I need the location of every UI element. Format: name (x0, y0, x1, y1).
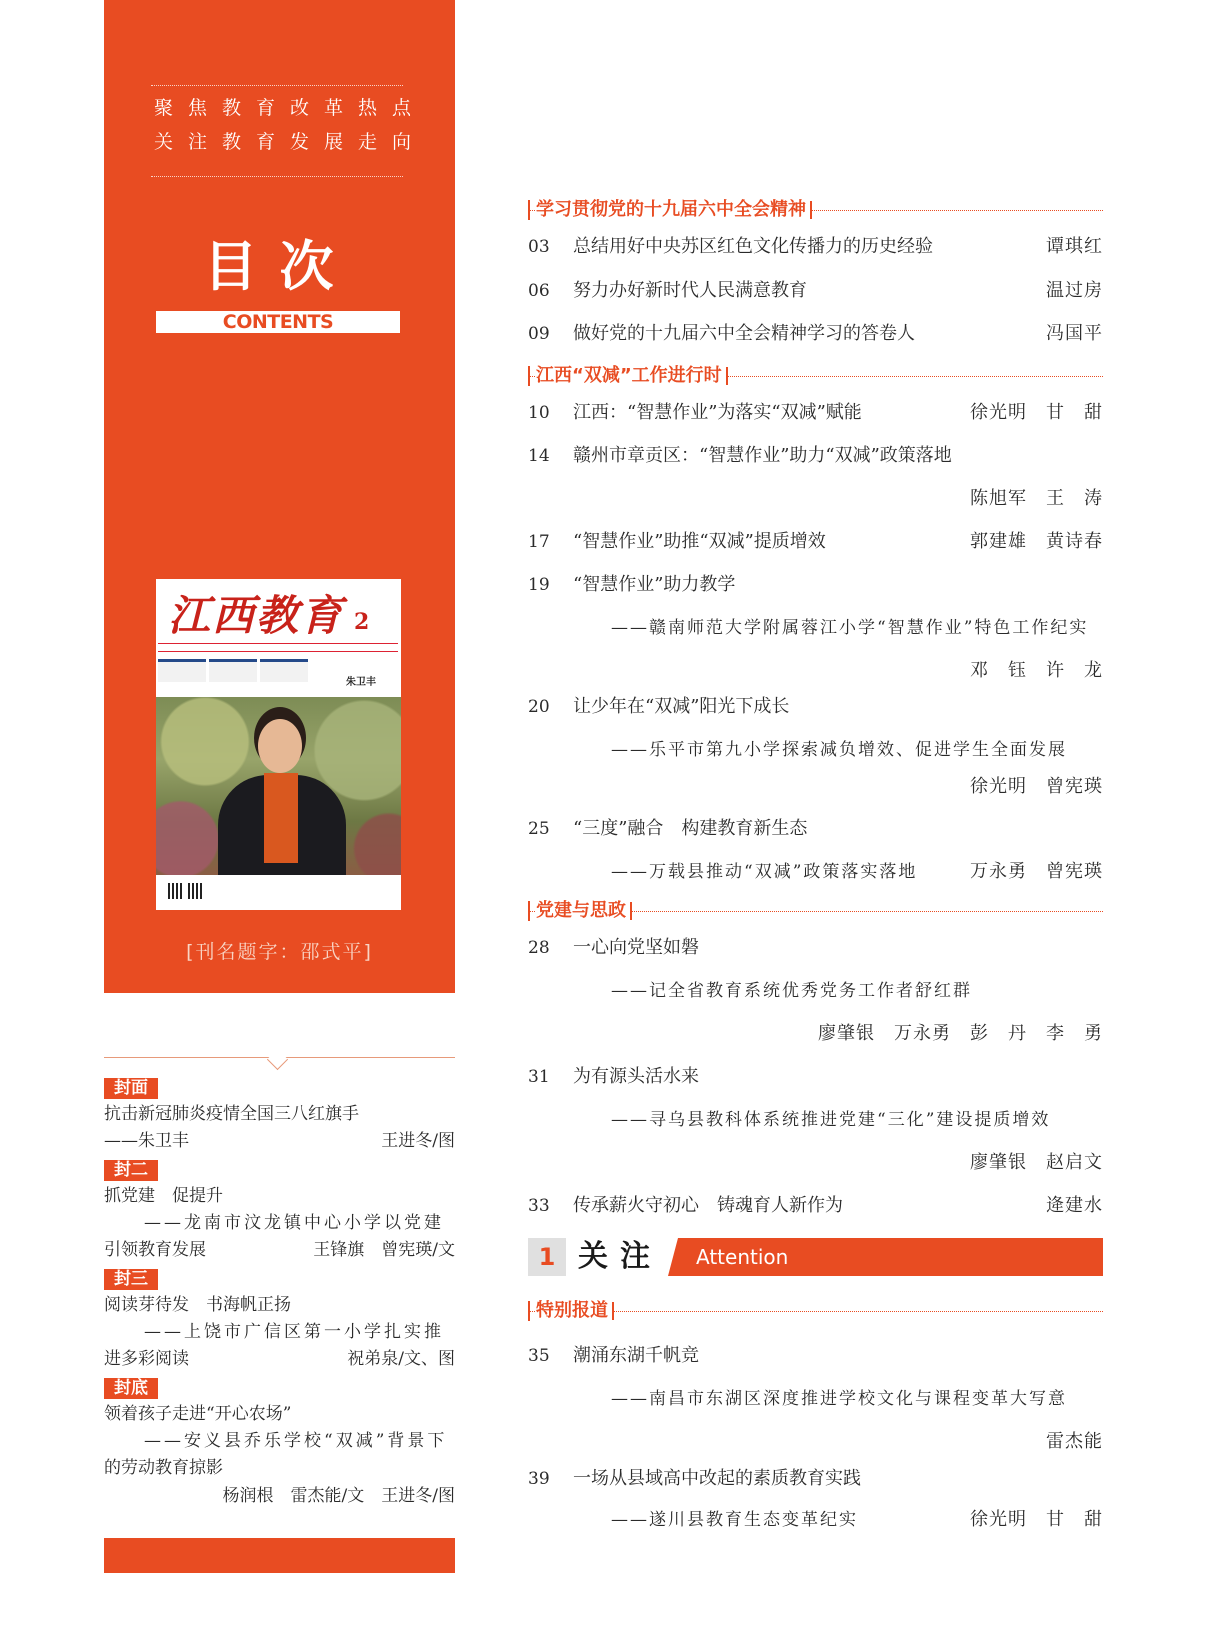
toc-entry[interactable]: 31 为有源头活水来 (528, 1066, 699, 1087)
cover-name: 朱卫丰 (346, 677, 376, 688)
masthead-credit: [刊名题字：邵式平] (186, 941, 373, 963)
cover-note-line: 抓党建 促提升 (104, 1186, 223, 1206)
toc-entry-subtitle: ——万载县推动“双减”政策落实落地 万永勇 曾宪瑛 (611, 861, 1103, 882)
toc-entry-author: 廖肇银 万永勇 彭 丹 李 勇 (818, 1023, 1103, 1044)
section-header: 党建与思政 (528, 899, 1103, 923)
footer-band (104, 1538, 455, 1573)
attention-title-en: Attention (696, 1245, 789, 1269)
cover-note-line: ——龙南市汶龙镇中心小学以党建 (144, 1213, 444, 1233)
contents-label: CONTENTS (156, 311, 400, 333)
page-title: 目次 (203, 235, 356, 298)
cover-note-line: 抗击新冠肺炎疫情全国三八红旗手 (104, 1104, 359, 1124)
cover-note-line: 阅读芽待发 书海帆正扬 (104, 1295, 291, 1315)
cover-note-tag: 封二 (104, 1160, 158, 1181)
attention-number: 1 (538, 1243, 556, 1271)
qr-code-icon (168, 883, 184, 899)
toc-entry[interactable]: 28 一心向党坚如磐 (528, 937, 699, 958)
cover-header-strip (158, 643, 398, 652)
attention-title-zh: 关注 (578, 1239, 662, 1274)
toc-entry-author: 廖肇银 赵启文 (970, 1152, 1103, 1173)
toc-entry-author: 雷杰能 (1046, 1431, 1103, 1452)
section-header: 特别报道 (528, 1299, 1103, 1323)
slogan-line-2: 关注教育发展走向 (154, 131, 427, 153)
section-header: 学习贯彻党的十九届六中全会精神 (528, 198, 1103, 222)
toc-entry[interactable]: 03 总结用好中央苏区红色文化传播力的历史经验 谭琪红 (528, 236, 1103, 257)
cover-issue-number: 2 (354, 609, 370, 635)
cover-logo: 江西教育 (168, 591, 345, 640)
toc-entry-author: 邓 钰 许 龙 (970, 660, 1103, 681)
toc-entry[interactable]: 14 赣州市章贡区：“智慧作业”助力“双减”政策落地 (528, 445, 952, 466)
dotted-rule (151, 176, 403, 177)
toc-entry[interactable]: 33 传承薪火守初心 铸魂育人新作为 逄建水 (528, 1195, 1103, 1216)
cover-note-line: 的劳动教育掠影 (104, 1458, 223, 1478)
toc-entry[interactable]: 20 让少年在“双减”阳光下成长 (528, 696, 790, 717)
toc-entry[interactable]: 39 一场从县域高中改起的素质教育实践 (528, 1468, 861, 1489)
cover-footer (156, 875, 401, 910)
toc-entry[interactable]: 17 “智慧作业”助推“双减”提质增效 郭建雄 黄诗春 (528, 531, 1103, 552)
toc-entry[interactable]: 25 “三度”融合 构建教育新生态 (528, 818, 808, 839)
toc-entry-subtitle: ——遂川县教育生态变革纪实 徐光明 甘 甜 (611, 1509, 1103, 1530)
slogan-line-1: 聚焦教育改革热点 (154, 97, 427, 119)
toc-entry-subtitle: ——记全省教育系统优秀党务工作者舒红群 (611, 981, 972, 1001)
cover-note-tag: 封三 (104, 1269, 158, 1290)
toc-entry[interactable]: 10 江西：“智慧作业”为落实“双减”赋能 徐光明 甘 甜 (528, 402, 1103, 423)
qr-code-icon (188, 883, 204, 899)
cover-note-line: ——朱卫丰 王进冬/图 (104, 1131, 455, 1151)
toc-entry-subtitle: ——乐平市第九小学探索减负增效、促进学生全面发展 (611, 740, 1067, 760)
divider-notch (267, 1049, 288, 1070)
toc-entry[interactable]: 06 努力办好新时代人民满意教育 温过房 (528, 280, 1103, 301)
toc-entry-subtitle: ——赣南师范大学附属蓉江小学“智慧作业”特色工作纪实 (611, 618, 1089, 638)
cover-note-tag: 封面 (104, 1078, 158, 1099)
section-header: 江西“双减”工作进行时 (528, 364, 1103, 388)
cover-note-tag: 封底 (104, 1378, 158, 1399)
toc-entry[interactable]: 19 “智慧作业”助力教学 (528, 574, 736, 595)
cover-photo (156, 697, 401, 875)
cover-note-line: ——上饶市广信区第一小学扎实推 (144, 1322, 444, 1342)
toc-entry-subtitle: ——寻乌县教科体系统推进党建“三化”建设提质增效 (611, 1110, 1051, 1130)
contents-side-panel (104, 0, 455, 993)
cover-note-line: 领着孩子走进“开心农场” (104, 1404, 292, 1424)
cover-note-line: 进多彩阅读 祝弟泉/文、图 (104, 1349, 455, 1369)
toc-entry-subtitle: ——南昌市东湖区深度推进学校文化与课程变革大写意 (611, 1389, 1067, 1409)
toc-entry-author: 陈旭军 王 涛 (970, 488, 1103, 509)
toc-entry-author: 徐光明 曾宪瑛 (970, 776, 1103, 797)
dotted-rule (151, 85, 403, 86)
cover-note-line: ——安义县乔乐学校“双减”背景下 (144, 1431, 448, 1451)
toc-entry[interactable]: 35 潮涌东湖千帆竞 (528, 1345, 699, 1366)
cover-note-line: 引领教育发展 王锋旗 曾宪瑛/文 (104, 1240, 455, 1260)
toc-entry[interactable]: 09 做好党的十九届六中全会精神学习的答卷人 冯国平 (528, 323, 1103, 344)
magazine-cover-thumbnail (156, 579, 401, 910)
attention-banner (528, 1238, 1103, 1276)
